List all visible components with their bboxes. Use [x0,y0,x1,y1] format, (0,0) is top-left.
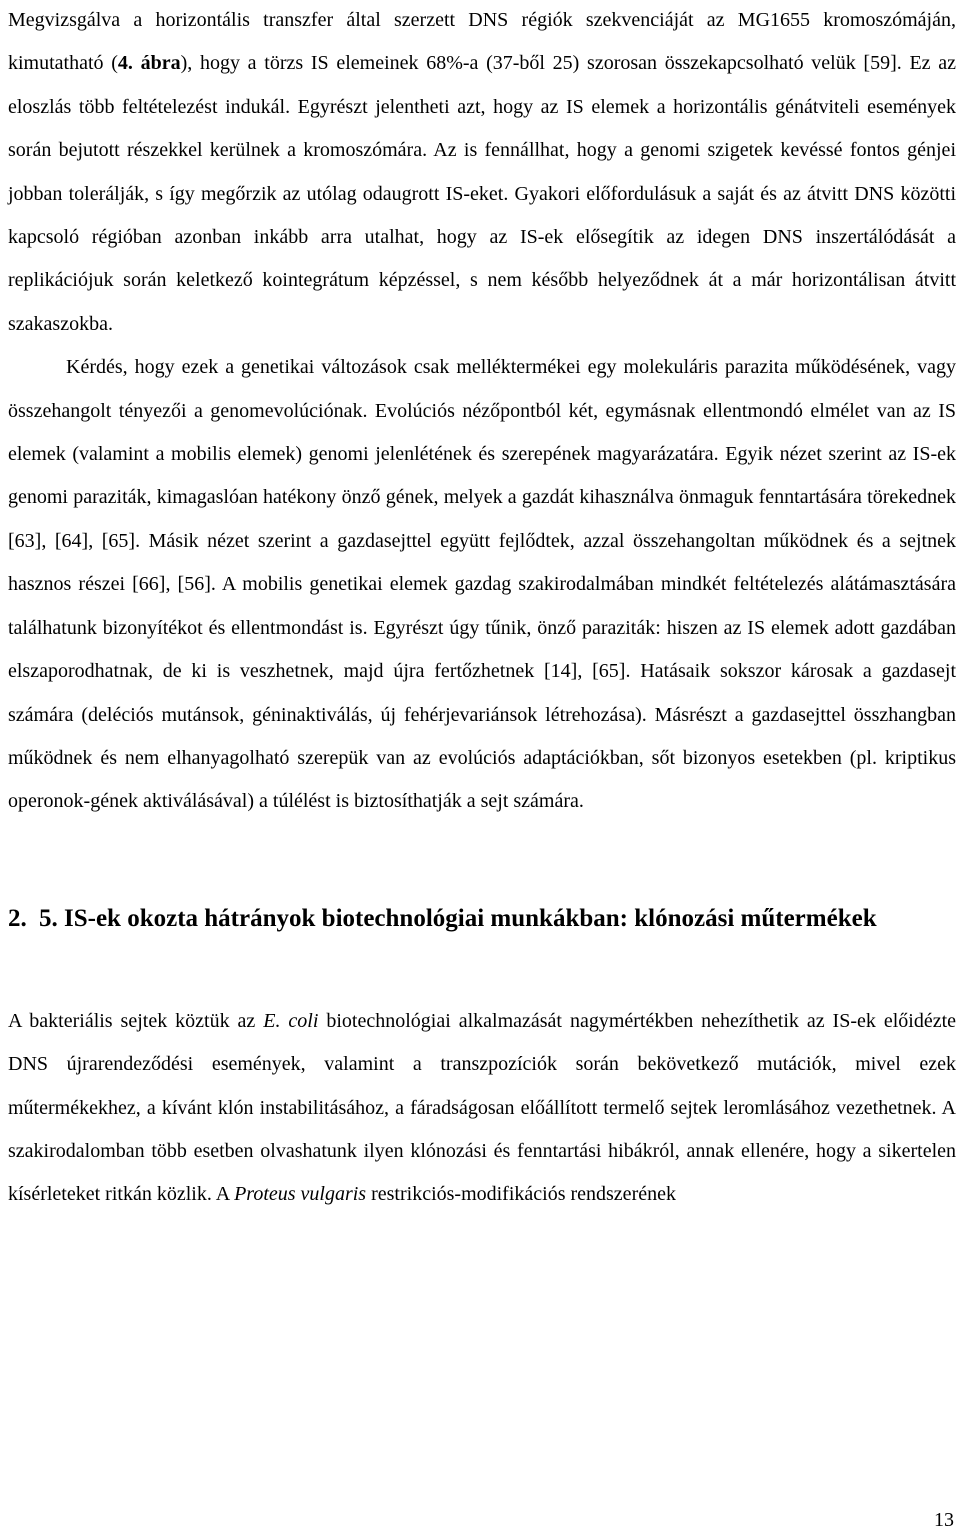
paragraph-horizontal-transfer [8,0,956,346]
species-name-ecoli: E. coli [263,1009,319,1032]
page-number: 13 [934,1509,954,1531]
paragraph-text: A bakteriális sejtek köztük az [8,1009,264,1032]
paragraph-text: biotechnológiai alkalmazását nagymértékben nehezíthetik az IS-ek előidézte DNS újrarendeződési események, valamint a transzpozíciók során bekövetkező mutációk, mivel ezek műtermékekhez, a kívánt klón instabilitásához, a fáradságosan előállított termelő sejtek leromlásához vezethetnek. A szakirodalomban több esetben olvashatunk ilyen klónozási és fenntartási hibákról, annak ellenére, hogy a sikertelen kísérleteket ritkán közlik. A [8,1009,957,1206]
section-title: IS-ek okozta hátrányok biotechnológiai munkákban: klónozási műtermékek [64,904,877,932]
paragraph-evolution-theories: Kérdés, hogy ezek a genetikai változások csak melléktermékei egy molekuláris parazita működésének, vagy összehangolt tényezői a genomevolúciónak. Evolúciós nézőpontból két, egymásnak ellentmondó elmélet van az IS elemek (valamint a mobilis elemek) genomi jelenlétének és szerepének magyarázatára. Egyik nézet szerint az IS-ek genomi paraziták, kimagaslóan hatékony önző gének, melyek a gazdát kihasználva önmaguk fenntartására törekednek [63], [64], [65]. Másik nézet szerint a gazdasejttel együtt fejlődtek, azzal összehangoltan működnek és a sejtnek hasznos részei [66], [56]. A mobilis genetikai elemek gazdag szakirodalmában mindkét feltételezés alátámasztására találhatunk bizonyítékot és ellentmondást is. Egyrészt úgy tűnik, önző paraziták: hiszen az IS elemek adott gazdában elszaporodhatnak, de ki is veszhetnek, majd újra fertőzhetnek [14], [65]. Hatásaik sokszor károsak a gazdasejt számára (deléciós mutánsok, géninaktiválás, új fehérjevariánsok létrehozása). Másrészt a gazdasejttel összhangban működnek és nem elhanyagolható szerepük van az evolúciós adaptációkban, sőt bizonyos esetekben (pl. kriptikus operonok-gének aktiválásával) a túlélést is biztosíthatják a sejt számára. [8,356,956,813]
paragraph-text: ), hogy a törzs IS elemeinek 68%-a (37-ből 25) szorosan összekapcsolható velük [59]. Ez az eloszlás több feltételezést indukál. Egyrészt jelentheti azt, hogy az IS elemek a horizontális génátviteli események során bejutott részekkel kerülnek a kromoszómára. Az is fennállhat, hogy a genomi szigetek kevéssé fontos génjei jobban tolerálják, s így megőrzik az utólag odaugrott IS-eket. Gyakori előfordulásuk a saját és az átvitt DNS közötti kapcsoló régióban azonban inkább arra utalhat, hogy az IS-ek elősegítik az idegen DNS inszertálódását a replikációjuk során keletkező kointegrátum képzéssel, s nem később helyeződnek át a már horizontálisan átvitt szakaszokba. [8,52,956,335]
paragraph-text: Megvizsgálva a horizontális transzfer által szerzett DNS régiók szekvenciáját az MG1655 kromoszómáján, kimutatható ( [8,9,956,75]
paragraph-text: restrikciós-modifikációs rendszerének [366,1183,676,1206]
figure-reference[interactable]: 4. ábra [117,52,181,75]
section-number: 2. 5. [8,904,58,932]
section-heading [8,894,956,944]
document-page [8,0,956,1217]
species-name-proteus: Proteus vulgaris [234,1183,367,1206]
paragraph-biotech-drawbacks [8,1000,956,1217]
